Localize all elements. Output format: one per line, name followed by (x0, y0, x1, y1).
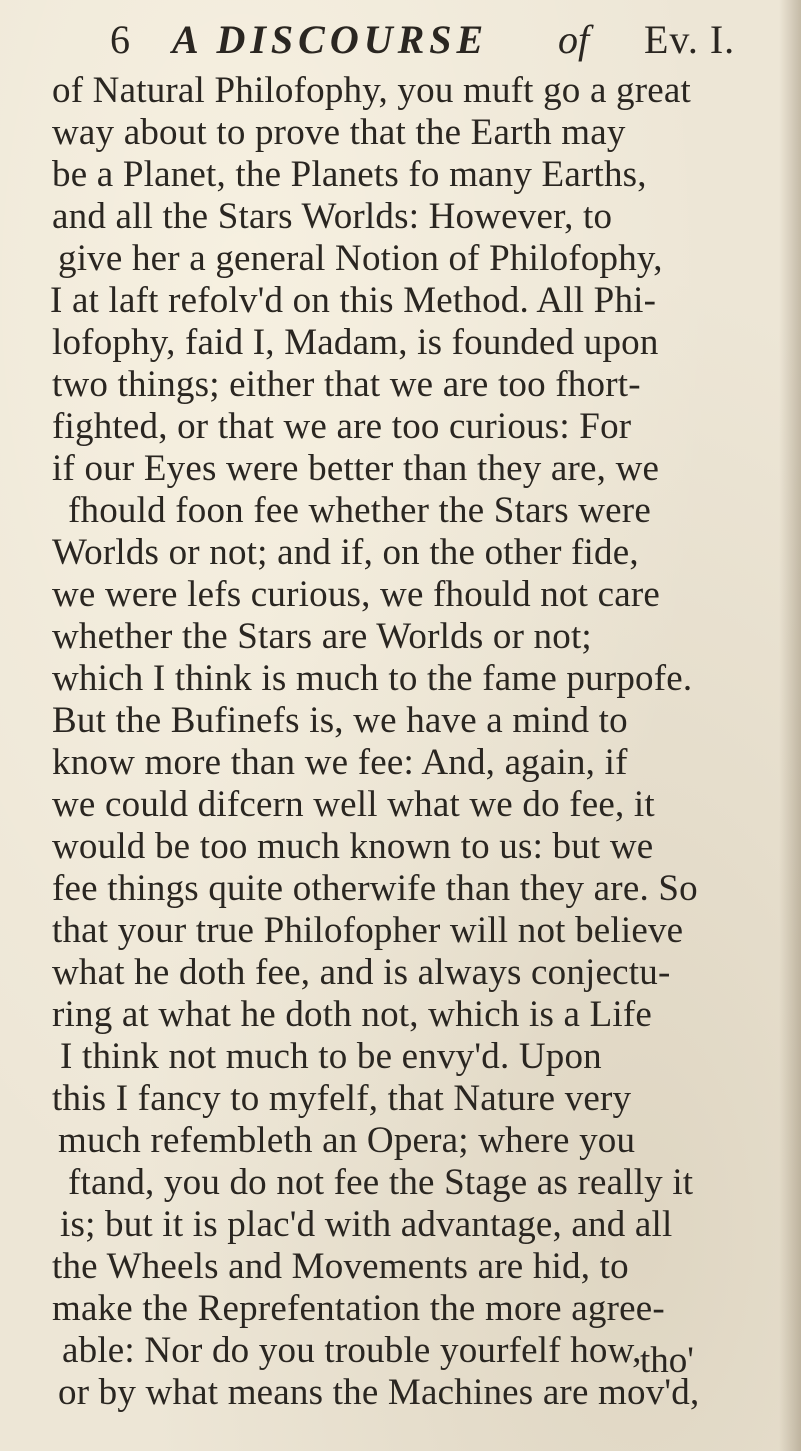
text-line: give her a general Notion of Philofophy, (58, 238, 663, 279)
text-line: whether the Stars are Worlds or not; (52, 616, 592, 657)
text-line: we could difcern well what we do fee, it (52, 784, 655, 825)
text-line: fighted, or that we are too curious: For (52, 406, 632, 447)
text-line: this I fancy to myfelf, that Nature very (52, 1078, 632, 1119)
text-line: of Natural Philofophy, you muft go a great (52, 70, 691, 111)
text-line: Worlds or not; and if, on the other fide, (52, 532, 639, 573)
text-line: what he doth fee, and is always conjectu- (52, 952, 671, 993)
running-head-of: of (558, 17, 590, 62)
text-line: I think not much to be envy'd. Upon (60, 1036, 602, 1077)
text-line: which I think is much to the fame purpofe. (52, 658, 693, 699)
text-line: or by what means the Machines are mov'd, (58, 1372, 700, 1413)
text-line: two things; either that we are too fhort- (52, 364, 641, 405)
text-line: that your true Philofopher will not believe (52, 910, 684, 951)
text-line: able: Nor do you trouble yourfelf how, (62, 1330, 642, 1371)
page-edge-shadow (779, 0, 801, 1451)
text-line: the Wheels and Movements are hid, to (52, 1246, 629, 1287)
text-line: is; but it is plac'd with advantage, and all (60, 1204, 673, 1245)
text-line: ftand, you do not fee the Stage as really it (68, 1162, 694, 1203)
catchword: tho' (640, 1340, 694, 1381)
text-line: way about to prove that the Earth may (52, 112, 626, 153)
text-line: be a Planet, the Planets fo many Earths, (52, 154, 647, 195)
text-line: if our Eyes were better than they are, we (52, 448, 660, 489)
text-line: make the Reprefentation the more agree- (52, 1288, 665, 1329)
page-number: 6 (110, 17, 132, 62)
text-line: ring at what he doth not, which is a Life (52, 994, 653, 1035)
text-line: and all the Stars Worlds: However, to (52, 196, 613, 237)
text-line: we were lefs curious, we fhould not care (52, 574, 660, 615)
text-line: fee things quite otherwife than they are. So (52, 868, 698, 909)
text-line: But the Bufinefs is, we have a mind to (52, 700, 628, 741)
running-head-section: Ev. I. (644, 17, 736, 62)
text-line: fhould foon fee whether the Stars were (68, 490, 651, 531)
text-line: I at laft refolv'd on this Method. All Phi- (50, 280, 657, 321)
running-head-title: A DISCOURSE (172, 17, 489, 62)
text-line: much refembleth an Opera; where you (58, 1120, 636, 1161)
text-line: know more than we fee: And, again, if (52, 742, 628, 783)
text-line: would be too much known to us: but we (52, 826, 654, 867)
text-line: lofophy, faid I, Madam, is founded upon (52, 322, 659, 363)
running-head (110, 12, 770, 68)
